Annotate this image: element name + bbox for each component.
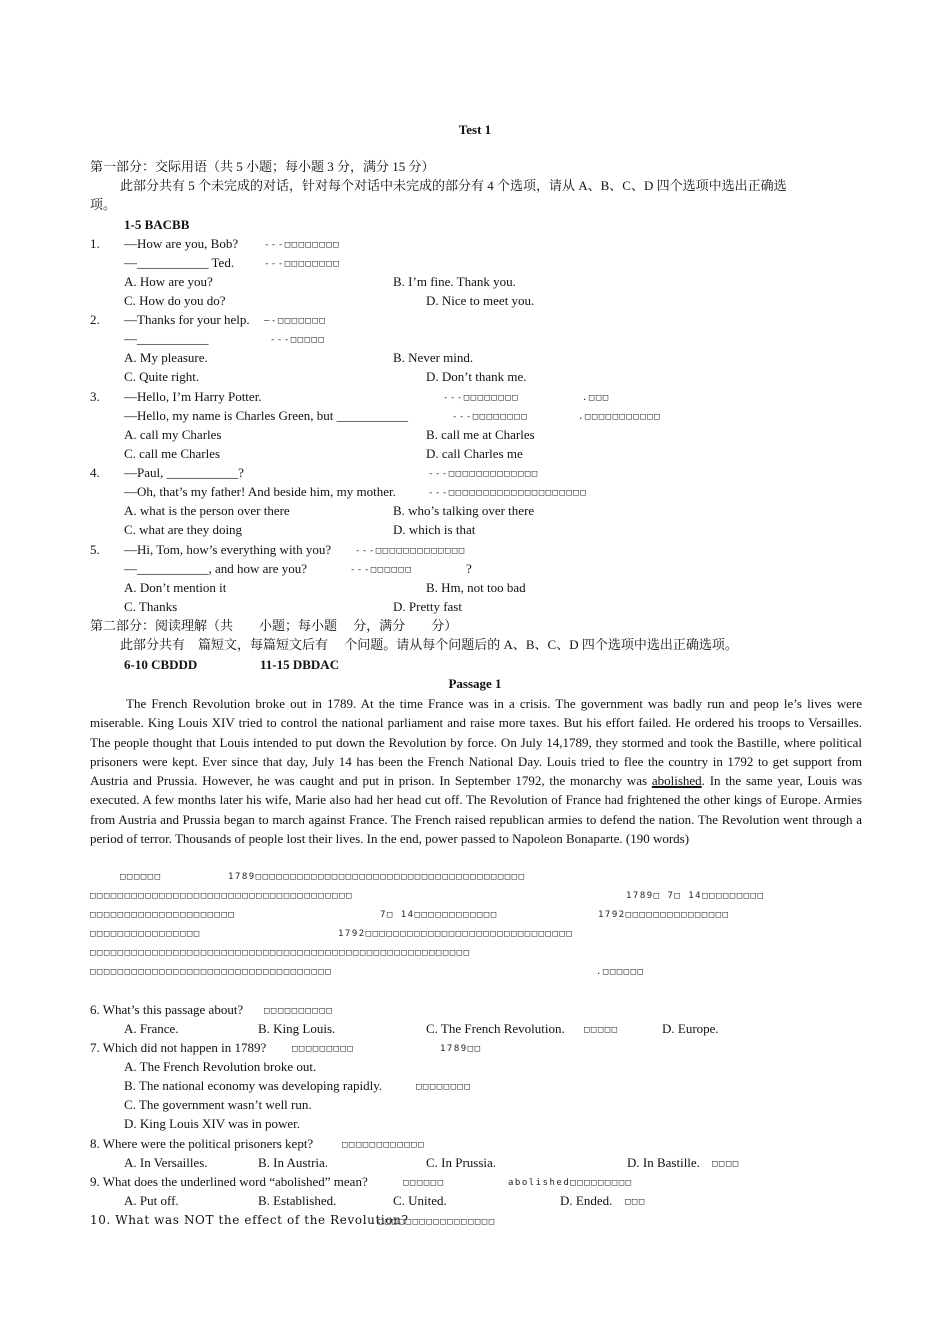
part2-answers-2: 11-15 DBDAC — [260, 657, 340, 672]
q6-option-c-note: □□□□□ — [584, 1025, 619, 1035]
q4-number: 4. — [90, 465, 100, 480]
q9-option-d-note: □□□ — [625, 1197, 646, 1207]
translation-line-2a: □□□□□□□□□□□□□□□□□□□□□□□□□□□□□□□□□□□□□□ — [90, 891, 353, 901]
q7-option-d: D. King Louis XIV was in power. — [124, 1116, 300, 1131]
passage-text — [90, 694, 862, 848]
q6-option-d: D. Europe. — [662, 1021, 719, 1036]
q1-line1-note: ---□□□□□□□□ — [264, 240, 341, 250]
q8-option-d: D. In Bastille. — [627, 1155, 700, 1170]
q2-option-c: C. Quite right. — [124, 369, 200, 384]
q4-line2-note: ---□□□□□□□□□□□□□□□□□□□□ — [428, 488, 588, 498]
q2-line2: —___________ — [124, 331, 209, 346]
translation-line-3c: 1792□□□□□□□□□□□□□□□ — [598, 910, 730, 920]
q3-option-b: B. call me at Charles — [426, 427, 535, 442]
q2-option-a: A. My pleasure. — [124, 350, 208, 365]
part1-heading: 第一部分：交际用语（共 5 小题；每小题 3 分，满分 15 分） — [90, 159, 435, 174]
part2-heading: 第二部分：阅读理解（共 小题；每小题 分，满分 分） — [90, 618, 458, 633]
passage-title: Passage 1 — [448, 676, 502, 691]
q7-note: □□□□□□□□□ — [292, 1044, 355, 1054]
q7-option-a: A. The French Revolution broke out. — [124, 1059, 317, 1074]
q5-option-c: C. Thanks — [124, 599, 178, 614]
q6-option-a: A. France. — [124, 1021, 179, 1036]
q7-option-b: B. The national economy was developing rapidly. — [124, 1078, 383, 1093]
part1-instruction-2: 项。 — [90, 197, 117, 212]
q8-note: □□□□□□□□□□□□ — [342, 1140, 426, 1150]
q6-stem: 6. What’s this passage about? — [90, 1002, 244, 1017]
q9-option-c: C. United. — [393, 1193, 447, 1208]
q3-line2-note: ---□□□□□□□□ — [452, 412, 529, 422]
q4-option-d: D. which is that — [393, 522, 476, 537]
part2-instruction: 此部分共有 篇短文，每篇短文后有 个问题。请从每个问题后的 A、B、C、D 四个选项中选出正确选项。 — [120, 637, 738, 652]
q8-option-a: A. In Versailles. — [124, 1155, 208, 1170]
q1-number: 1. — [90, 236, 100, 251]
q5-number: 5. — [90, 542, 100, 557]
passage-text-2: . In the same year, Louis was executed. A few months later his wife, Marie also had her head cut off. The Revolution of France had frightened the other kings of Europe. Armies from Austria and Prussia began to march against France. The French raised republican armies to defend the nation. The Revolution went through a period of terror. Thousands of people lost their lives. In the end, power passed to Napoleon Bonaparte. (190 words) — [90, 773, 863, 847]
q5-line2-note: ---□□□□□□ — [350, 565, 413, 575]
passage-underlined-word: abolished — [651, 773, 702, 789]
q3-line1-note: ---□□□□□□□□ — [443, 393, 520, 403]
q2-option-b: B. Never mind. — [393, 350, 474, 365]
q1-option-b: B. I’m fine. Thank you. — [393, 274, 516, 289]
translation-line-6b: .□□□□□□ — [596, 967, 645, 977]
q6-option-c: C. The French Revolution. — [426, 1021, 565, 1036]
q3-line1-note-2: .□□□ — [582, 393, 610, 403]
part1-answers: 1-5 BACBB — [124, 217, 190, 232]
q7-option-b-note: □□□□□□□□ — [416, 1082, 472, 1092]
translation-line-4a: □□□□□□□□□□□□□□□□ — [90, 929, 201, 939]
q1-option-a: A. How are you? — [124, 274, 213, 289]
translation-line-1b: 1789□□□□□□□□□□□□□□□□□□□□□□□□□□□□□□□□□□□□□□□ — [228, 872, 526, 882]
q2-line1: —Thanks for your help. — [124, 312, 250, 327]
q1-line2-note: ---□□□□□□□□ — [264, 259, 341, 269]
q1-line1: —How are you, Bob? — [124, 236, 239, 251]
q9-option-a: A. Put off. — [124, 1193, 179, 1208]
q7-stem: 7. Which did not happen in 1789? — [90, 1040, 267, 1055]
q9-option-d: D. Ended. — [560, 1193, 613, 1208]
q5-option-a: A. Don’t mention it — [124, 580, 227, 595]
q4-option-c: C. what are they doing — [124, 522, 243, 537]
q5-line1: —Hi, Tom, how’s everything with you? — [124, 542, 332, 557]
q3-line2-note-2: .□□□□□□□□□□□ — [578, 412, 662, 422]
q10-stem: 10. What was NOT the effect of the Revolution? — [90, 1213, 409, 1227]
q2-line1-note: —-□□□□□□□ — [264, 316, 327, 326]
q3-option-a: A. call my Charles — [124, 427, 222, 442]
q9-note: □□□□□□ — [403, 1178, 445, 1188]
page-title: Test 1 — [458, 122, 492, 137]
translation-line-6a: □□□□□□□□□□□□□□□□□□□□□□□□□□□□□□□□□□□ — [90, 967, 333, 977]
q9-stem: 9. What does the underlined word “abolished” mean? — [90, 1174, 368, 1189]
translation-line-1a: □□□□□□ — [120, 872, 162, 882]
translation-line-5: □□□□□□□□□□□□□□□□□□□□□□□□□□□□□□□□□□□□□□□□□□□□□□□□□□□□□□□ — [90, 948, 471, 958]
q7-note-2: 1789□□ — [440, 1044, 482, 1054]
q6-note: □□□□□□□□□□ — [264, 1006, 334, 1016]
translation-line-2b: 1789□ 7□ 14□□□□□□□□□ — [626, 891, 765, 901]
q9-option-b: B. Established. — [258, 1193, 337, 1208]
q5-line2: —___________, and how are you? — [124, 561, 308, 576]
q5-option-b: B. Hm, not too bad — [426, 580, 526, 595]
q2-line2-note: ---□□□□□ — [270, 335, 326, 345]
q8-option-b: B. In Austria. — [258, 1155, 329, 1170]
q2-number: 2. — [90, 312, 100, 327]
q3-option-d: D. call Charles me — [426, 446, 523, 461]
q3-line2: —Hello, my name is Charles Green, but ___________ — [124, 408, 409, 423]
passage-text-1: The French Revolution broke out in 1789. At the time France was in a crisis. The government was badly run and peop le’s lives were miserable. King Louis XIV tried to control the national parliament and raise more taxes. But his effort failed. He ordered his troops to Versailles. The people thought that Louis intended to put down the Revolution by force. On July 14,1789, they stormed and took the Bastille, where political prisoners were kept. Ever since that day, July 14 has been the French National Day. Louis tried to flee the country in 1792 to get support from Austria and Prussia. However, he was caught and put in prison. In September 1792, the monarchy was — [90, 696, 862, 789]
part1-instruction-1: 此部分共有 5 个未完成的对话，针对每个对话中未完成的部分有 4 个选项，请从 A、B、C、D 四个选项中选出正确选 — [120, 178, 787, 193]
q8-option-d-note: □□□□ — [712, 1159, 740, 1169]
q3-line1: —Hello, I’m Harry Potter. — [124, 389, 262, 404]
q4-line1-note: ---□□□□□□□□□□□□□ — [428, 469, 539, 479]
q3-number: 3. — [90, 389, 100, 404]
translation-line-3a: □□□□□□□□□□□□□□□□□□□□□ — [90, 910, 236, 920]
q4-line2: —Oh, that’s my father! And beside him, my mother. — [124, 484, 396, 499]
q5-option-d: D. Pretty fast — [393, 599, 462, 614]
q7-option-c: C. The government wasn’t well run. — [124, 1097, 312, 1112]
q1-option-d: D. Nice to meet you. — [426, 293, 535, 308]
q10-note: □□□□□□□□□□□□□□□□□ — [378, 1217, 496, 1227]
q5-line1-note: ---□□□□□□□□□□□□□ — [355, 546, 466, 556]
q4-line1: —Paul, ___________? — [124, 465, 244, 480]
q8-option-c: C. In Prussia. — [426, 1155, 497, 1170]
q1-option-c: C. How do you do? — [124, 293, 226, 308]
q4-option-b: B. who’s talking over there — [393, 503, 535, 518]
q6-option-b: B. King Louis. — [258, 1021, 336, 1036]
q2-option-d: D. Don’t thank me. — [426, 369, 527, 384]
part2-answers-1: 6-10 CBDDD — [124, 657, 198, 672]
q8-stem: 8. Where were the political prisoners kept? — [90, 1136, 314, 1151]
q5-line2-mark: ? — [466, 561, 472, 576]
q9-note-2: abolished□□□□□□□□□ — [508, 1178, 633, 1188]
translation-line-3b: 7□ 14□□□□□□□□□□□□ — [380, 910, 498, 920]
translation-line-4b: 1792□□□□□□□□□□□□□□□□□□□□□□□□□□□□□□ — [338, 929, 574, 939]
q4-option-a: A. what is the person over there — [124, 503, 290, 518]
q3-option-c: C. call me Charles — [124, 446, 221, 461]
q1-line2: —___________ Ted. — [124, 255, 235, 270]
